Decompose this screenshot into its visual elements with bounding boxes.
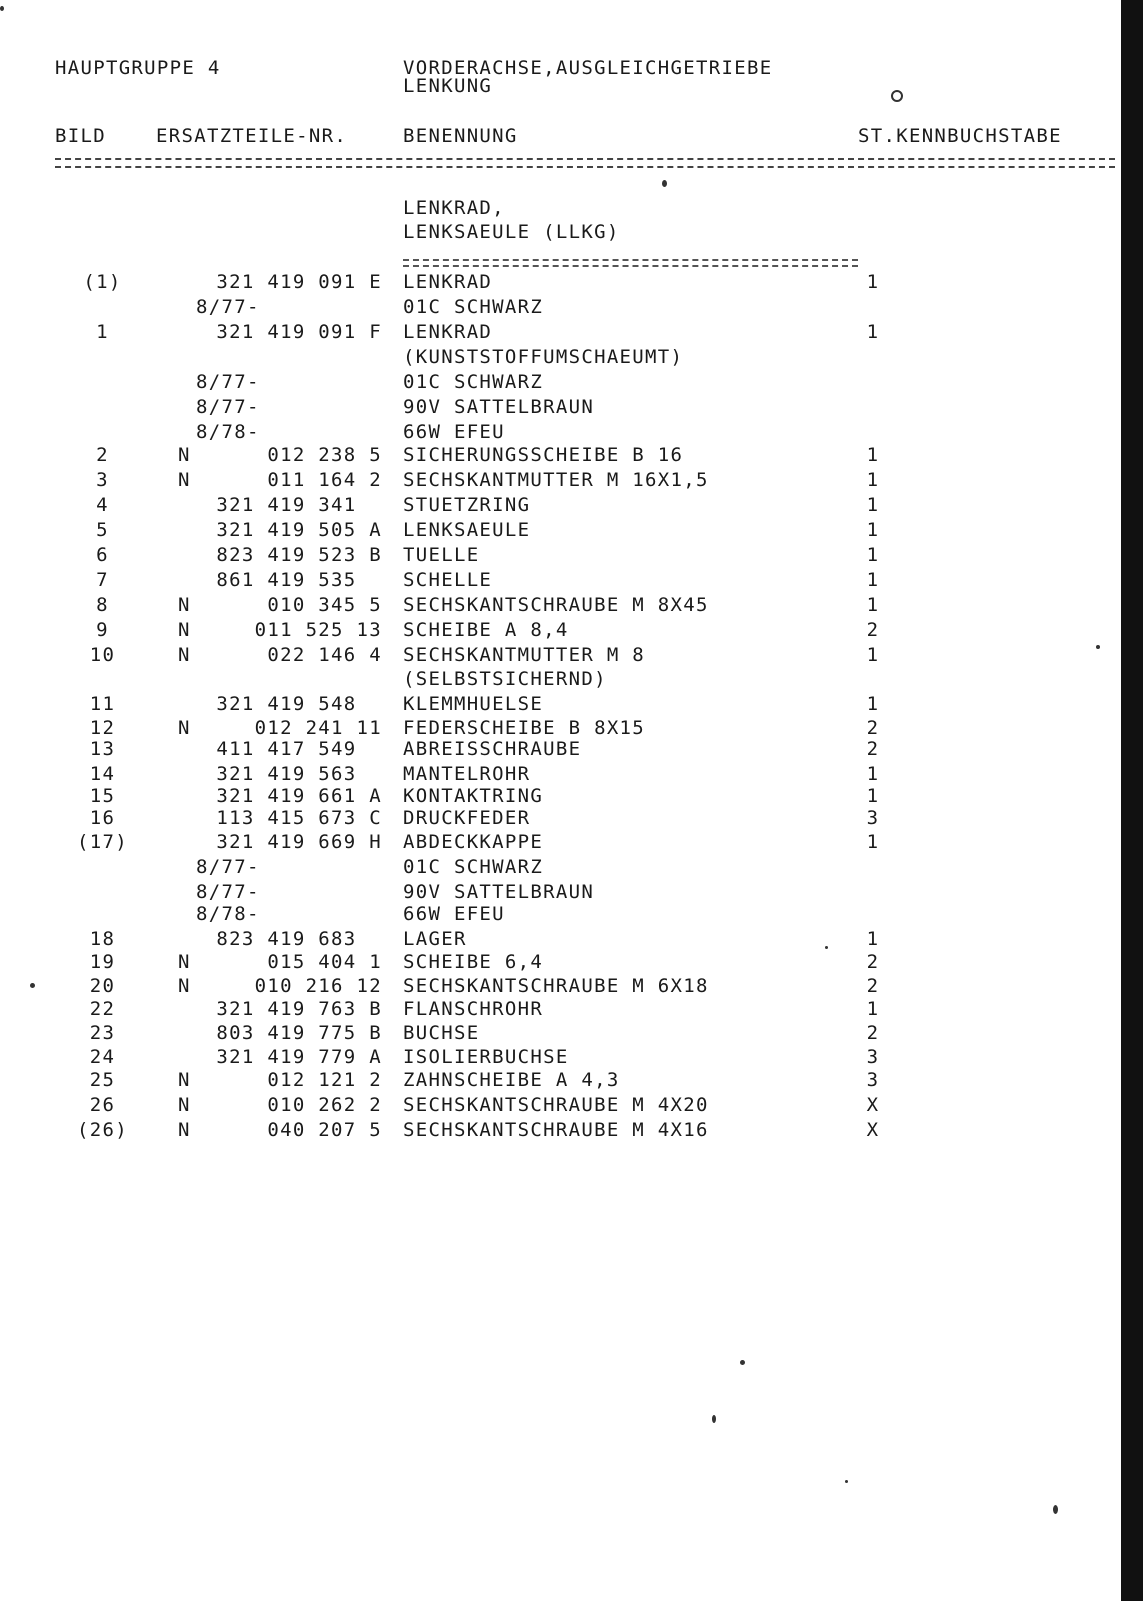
quantity-cell: 1 [866, 594, 880, 616]
table-row [0, 692, 1120, 716]
part-number-cell: 321 419 763 B [216, 998, 382, 1020]
table-row [0, 997, 1120, 1021]
name-cell: KONTAKTRING [403, 785, 544, 807]
part-prefix-cell: N [178, 444, 191, 466]
quantity-cell: 1 [866, 469, 880, 491]
bild-cell: 10 [89, 644, 116, 666]
table-row [0, 806, 1120, 830]
table-row [0, 1021, 1120, 1045]
name-cell: ABREISSCHRAUBE [403, 738, 582, 760]
bild-cell: 8 [96, 594, 109, 616]
bild-cell: 9 [96, 619, 109, 641]
table-row [0, 762, 1120, 786]
scan-speck [30, 983, 35, 988]
table-row [0, 737, 1120, 761]
bild-cell: 23 [89, 1022, 116, 1044]
name-cell: LENKSAEULE [403, 519, 531, 541]
name-cell: 90V SATTELBRAUN [403, 396, 595, 418]
bild-cell: 16 [89, 807, 116, 829]
part-prefix-cell: N [178, 469, 191, 491]
table-row [0, 927, 1120, 951]
quantity-cell: 3 [866, 1069, 880, 1091]
table-row [0, 618, 1120, 642]
quantity-cell: 3 [866, 1046, 880, 1068]
scan-edge-shadow [1121, 0, 1143, 1601]
table-row [0, 543, 1120, 567]
bild-cell: 19 [89, 951, 116, 973]
table-row [0, 1045, 1120, 1069]
quantity-cell: 1 [866, 831, 880, 853]
quantity-cell: 2 [866, 1022, 880, 1044]
date-cell: 8/77- [196, 881, 260, 903]
part-prefix-cell: N [178, 1119, 191, 1141]
quantity-cell: X [866, 1094, 880, 1116]
table-row [0, 493, 1120, 517]
name-cell: ABDECKKAPPE [403, 831, 544, 853]
section-title-line1: LENKRAD, [403, 197, 505, 219]
part-number-cell: 823 419 523 B [216, 544, 382, 566]
bild-cell: 20 [89, 975, 116, 997]
part-prefix-cell: N [178, 975, 191, 997]
date-cell: 8/78- [196, 903, 260, 925]
quantity-cell: 2 [866, 975, 880, 997]
bild-cell: 15 [89, 785, 116, 807]
scan-speck [740, 1360, 745, 1365]
name-cell: MANTELROHR [403, 763, 531, 785]
section-title-line2: LENKSAEULE (LLKG) [403, 221, 620, 243]
bild-cell: 3 [96, 469, 109, 491]
name-cell: SCHEIBE 6,4 [403, 951, 544, 973]
scan-speck [1096, 645, 1100, 649]
part-number-cell: 011 164 2 [267, 469, 382, 491]
date-cell: 8/77- [196, 396, 260, 418]
name-cell: STUETZRING [403, 494, 531, 516]
table-row [0, 345, 1120, 369]
name-cell: TUELLE [403, 544, 480, 566]
part-number-cell: 113 415 673 C [216, 807, 382, 829]
date-cell: 8/77- [196, 856, 260, 878]
part-prefix-cell: N [178, 644, 191, 666]
part-number-cell: 010 345 5 [267, 594, 382, 616]
part-prefix-cell: N [178, 951, 191, 973]
group-title-line2: LENKUNG [403, 75, 493, 97]
name-cell: ZAHNSCHEIBE A 4,3 [403, 1069, 620, 1091]
quantity-cell: 1 [866, 644, 880, 666]
bild-cell: 14 [89, 763, 116, 785]
table-row [0, 420, 1120, 444]
quantity-cell: 2 [866, 717, 880, 739]
part-number-cell: 321 419 091 F [216, 321, 382, 343]
part-number-cell: 321 419 779 A [216, 1046, 382, 1068]
name-cell: SECHSKANTMUTTER M 8 [403, 644, 646, 666]
table-row [0, 443, 1120, 467]
part-number-cell: 040 207 5 [267, 1119, 382, 1141]
bild-cell: 22 [89, 998, 116, 1020]
quantity-cell: 1 [866, 763, 880, 785]
name-cell: LENKRAD [403, 271, 493, 293]
name-cell: LAGER [403, 928, 467, 950]
quantity-cell: 2 [866, 619, 880, 641]
part-number-cell: 321 419 548 [216, 693, 382, 715]
quantity-cell: 3 [866, 807, 880, 829]
table-row [0, 518, 1120, 542]
part-prefix-cell: N [178, 1094, 191, 1116]
name-cell: 01C SCHWARZ [403, 371, 544, 393]
name-cell: BUCHSE [403, 1022, 480, 1044]
name-cell: LENKRAD [403, 321, 493, 343]
table-row [0, 1068, 1120, 1092]
scan-speck [712, 1415, 716, 1423]
scan-speck [1053, 1505, 1058, 1514]
name-cell: KLEMMHUELSE [403, 693, 544, 715]
part-number-cell: 803 419 775 B [216, 1022, 382, 1044]
name-cell: SECHSKANTMUTTER M 16X1,5 [403, 469, 709, 491]
name-cell: SICHERUNGSSCHEIBE B 16 [403, 444, 684, 466]
quantity-cell: 1 [866, 444, 880, 466]
date-cell: 8/77- [196, 371, 260, 393]
quantity-cell: 1 [866, 693, 880, 715]
part-number-cell: 321 419 661 A [216, 785, 382, 807]
group-title-line1: VORDERACHSE,AUSGLEICHGETRIEBE [403, 57, 773, 79]
part-number-cell: 321 419 669 H [216, 831, 382, 853]
table-row [0, 395, 1120, 419]
column-header-quantity-code: ST.KENNBUCHSTABE [858, 125, 1062, 147]
table-row [0, 1118, 1120, 1142]
scan-speck [825, 946, 828, 949]
name-cell: SECHSKANTSCHRAUBE M 8X45 [403, 594, 709, 616]
quantity-cell: 1 [866, 569, 880, 591]
table-row [0, 974, 1120, 998]
name-cell: SECHSKANTSCHRAUBE M 4X20 [403, 1094, 709, 1116]
part-number-cell: 010 262 2 [267, 1094, 382, 1116]
bild-cell: 13 [89, 738, 116, 760]
name-cell: ISOLIERBUCHSE [403, 1046, 569, 1068]
table-row [0, 320, 1120, 344]
part-number-cell: 861 419 535 [216, 569, 382, 591]
quantity-cell: 1 [866, 544, 880, 566]
header-rule [55, 158, 1115, 168]
part-number-cell: 321 419 341 [216, 494, 382, 516]
part-number-cell: 010 216 12 [254, 975, 382, 997]
bild-cell: 24 [89, 1046, 116, 1068]
scan-speck [845, 1480, 848, 1483]
table-row [0, 270, 1120, 294]
name-cell: (KUNSTSTOFFUMSCHAEUMT) [403, 346, 684, 368]
part-number-cell: 411 417 549 [216, 738, 382, 760]
table-row [0, 784, 1120, 808]
name-cell: FLANSCHROHR [403, 998, 544, 1020]
table-row [0, 880, 1120, 904]
bild-cell: 5 [96, 519, 109, 541]
bild-cell: (26) [77, 1119, 128, 1141]
table-row [0, 568, 1120, 592]
part-prefix-cell: N [178, 619, 191, 641]
quantity-cell: 2 [866, 951, 880, 973]
part-number-cell: 015 404 1 [267, 951, 382, 973]
part-number-cell: 321 419 505 A [216, 519, 382, 541]
bild-cell: 18 [89, 928, 116, 950]
table-row [0, 902, 1120, 926]
part-number-cell: 012 121 2 [267, 1069, 382, 1091]
scan-speck [891, 90, 903, 102]
name-cell: SCHELLE [403, 569, 493, 591]
table-row [0, 855, 1120, 879]
table-row [0, 643, 1120, 667]
quantity-cell: 1 [866, 321, 880, 343]
part-prefix-cell: N [178, 717, 191, 739]
bild-cell: 1 [96, 321, 109, 343]
name-cell: FEDERSCHEIBE B 8X15 [403, 717, 646, 739]
bild-cell: 7 [96, 569, 109, 591]
bild-cell: 26 [89, 1094, 116, 1116]
table-row [0, 830, 1120, 854]
bild-cell: 11 [89, 693, 116, 715]
section-rule [403, 259, 858, 267]
name-cell: SECHSKANTSCHRAUBE M 4X16 [403, 1119, 709, 1141]
table-row [0, 667, 1120, 691]
date-cell: 8/77- [196, 296, 260, 318]
part-prefix-cell: N [178, 1069, 191, 1091]
quantity-cell: X [866, 1119, 880, 1141]
main-group-label: HAUPTGRUPPE 4 [55, 57, 221, 79]
column-header-name: BENENNUNG [403, 125, 518, 147]
table-row [0, 295, 1120, 319]
quantity-cell: 1 [866, 271, 880, 293]
name-cell: SCHEIBE A 8,4 [403, 619, 569, 641]
bild-cell: 25 [89, 1069, 116, 1091]
scan-speck [662, 180, 667, 187]
part-number-cell: 321 419 091 E [216, 271, 382, 293]
bild-cell: 6 [96, 544, 109, 566]
bild-cell: (17) [77, 831, 128, 853]
name-cell: 66W EFEU [403, 421, 505, 443]
bild-cell: 2 [96, 444, 109, 466]
part-number-cell: 012 241 11 [254, 717, 382, 739]
part-number-cell: 823 419 683 [216, 928, 382, 950]
table-row [0, 370, 1120, 394]
part-number-cell: 011 525 13 [254, 619, 382, 641]
part-prefix-cell: N [178, 594, 191, 616]
part-number-cell: 321 419 563 [216, 763, 382, 785]
quantity-cell: 2 [866, 738, 880, 760]
bild-cell: 4 [96, 494, 109, 516]
table-row [0, 950, 1120, 974]
quantity-cell: 1 [866, 785, 880, 807]
name-cell: 01C SCHWARZ [403, 296, 544, 318]
bild-cell: (1) [83, 271, 122, 293]
table-row [0, 593, 1120, 617]
quantity-cell: 1 [866, 494, 880, 516]
column-header-bild: BILD [55, 125, 106, 147]
quantity-cell: 1 [866, 998, 880, 1020]
name-cell: 66W EFEU [403, 903, 505, 925]
name-cell: (SELBSTSICHERND) [403, 668, 607, 690]
quantity-cell: 1 [866, 928, 880, 950]
name-cell: DRUCKFEDER [403, 807, 531, 829]
quantity-cell: 1 [866, 519, 880, 541]
column-header-part-number: ERSATZTEILE-NR. [156, 125, 348, 147]
date-cell: 8/78- [196, 421, 260, 443]
table-row [0, 468, 1120, 492]
part-number-cell: 012 238 5 [267, 444, 382, 466]
bild-cell: 12 [89, 717, 116, 739]
scan-speck [0, 6, 4, 11]
table-row [0, 1093, 1120, 1117]
name-cell: SECHSKANTSCHRAUBE M 6X18 [403, 975, 709, 997]
name-cell: 01C SCHWARZ [403, 856, 544, 878]
part-number-cell: 022 146 4 [267, 644, 382, 666]
name-cell: 90V SATTELBRAUN [403, 881, 595, 903]
